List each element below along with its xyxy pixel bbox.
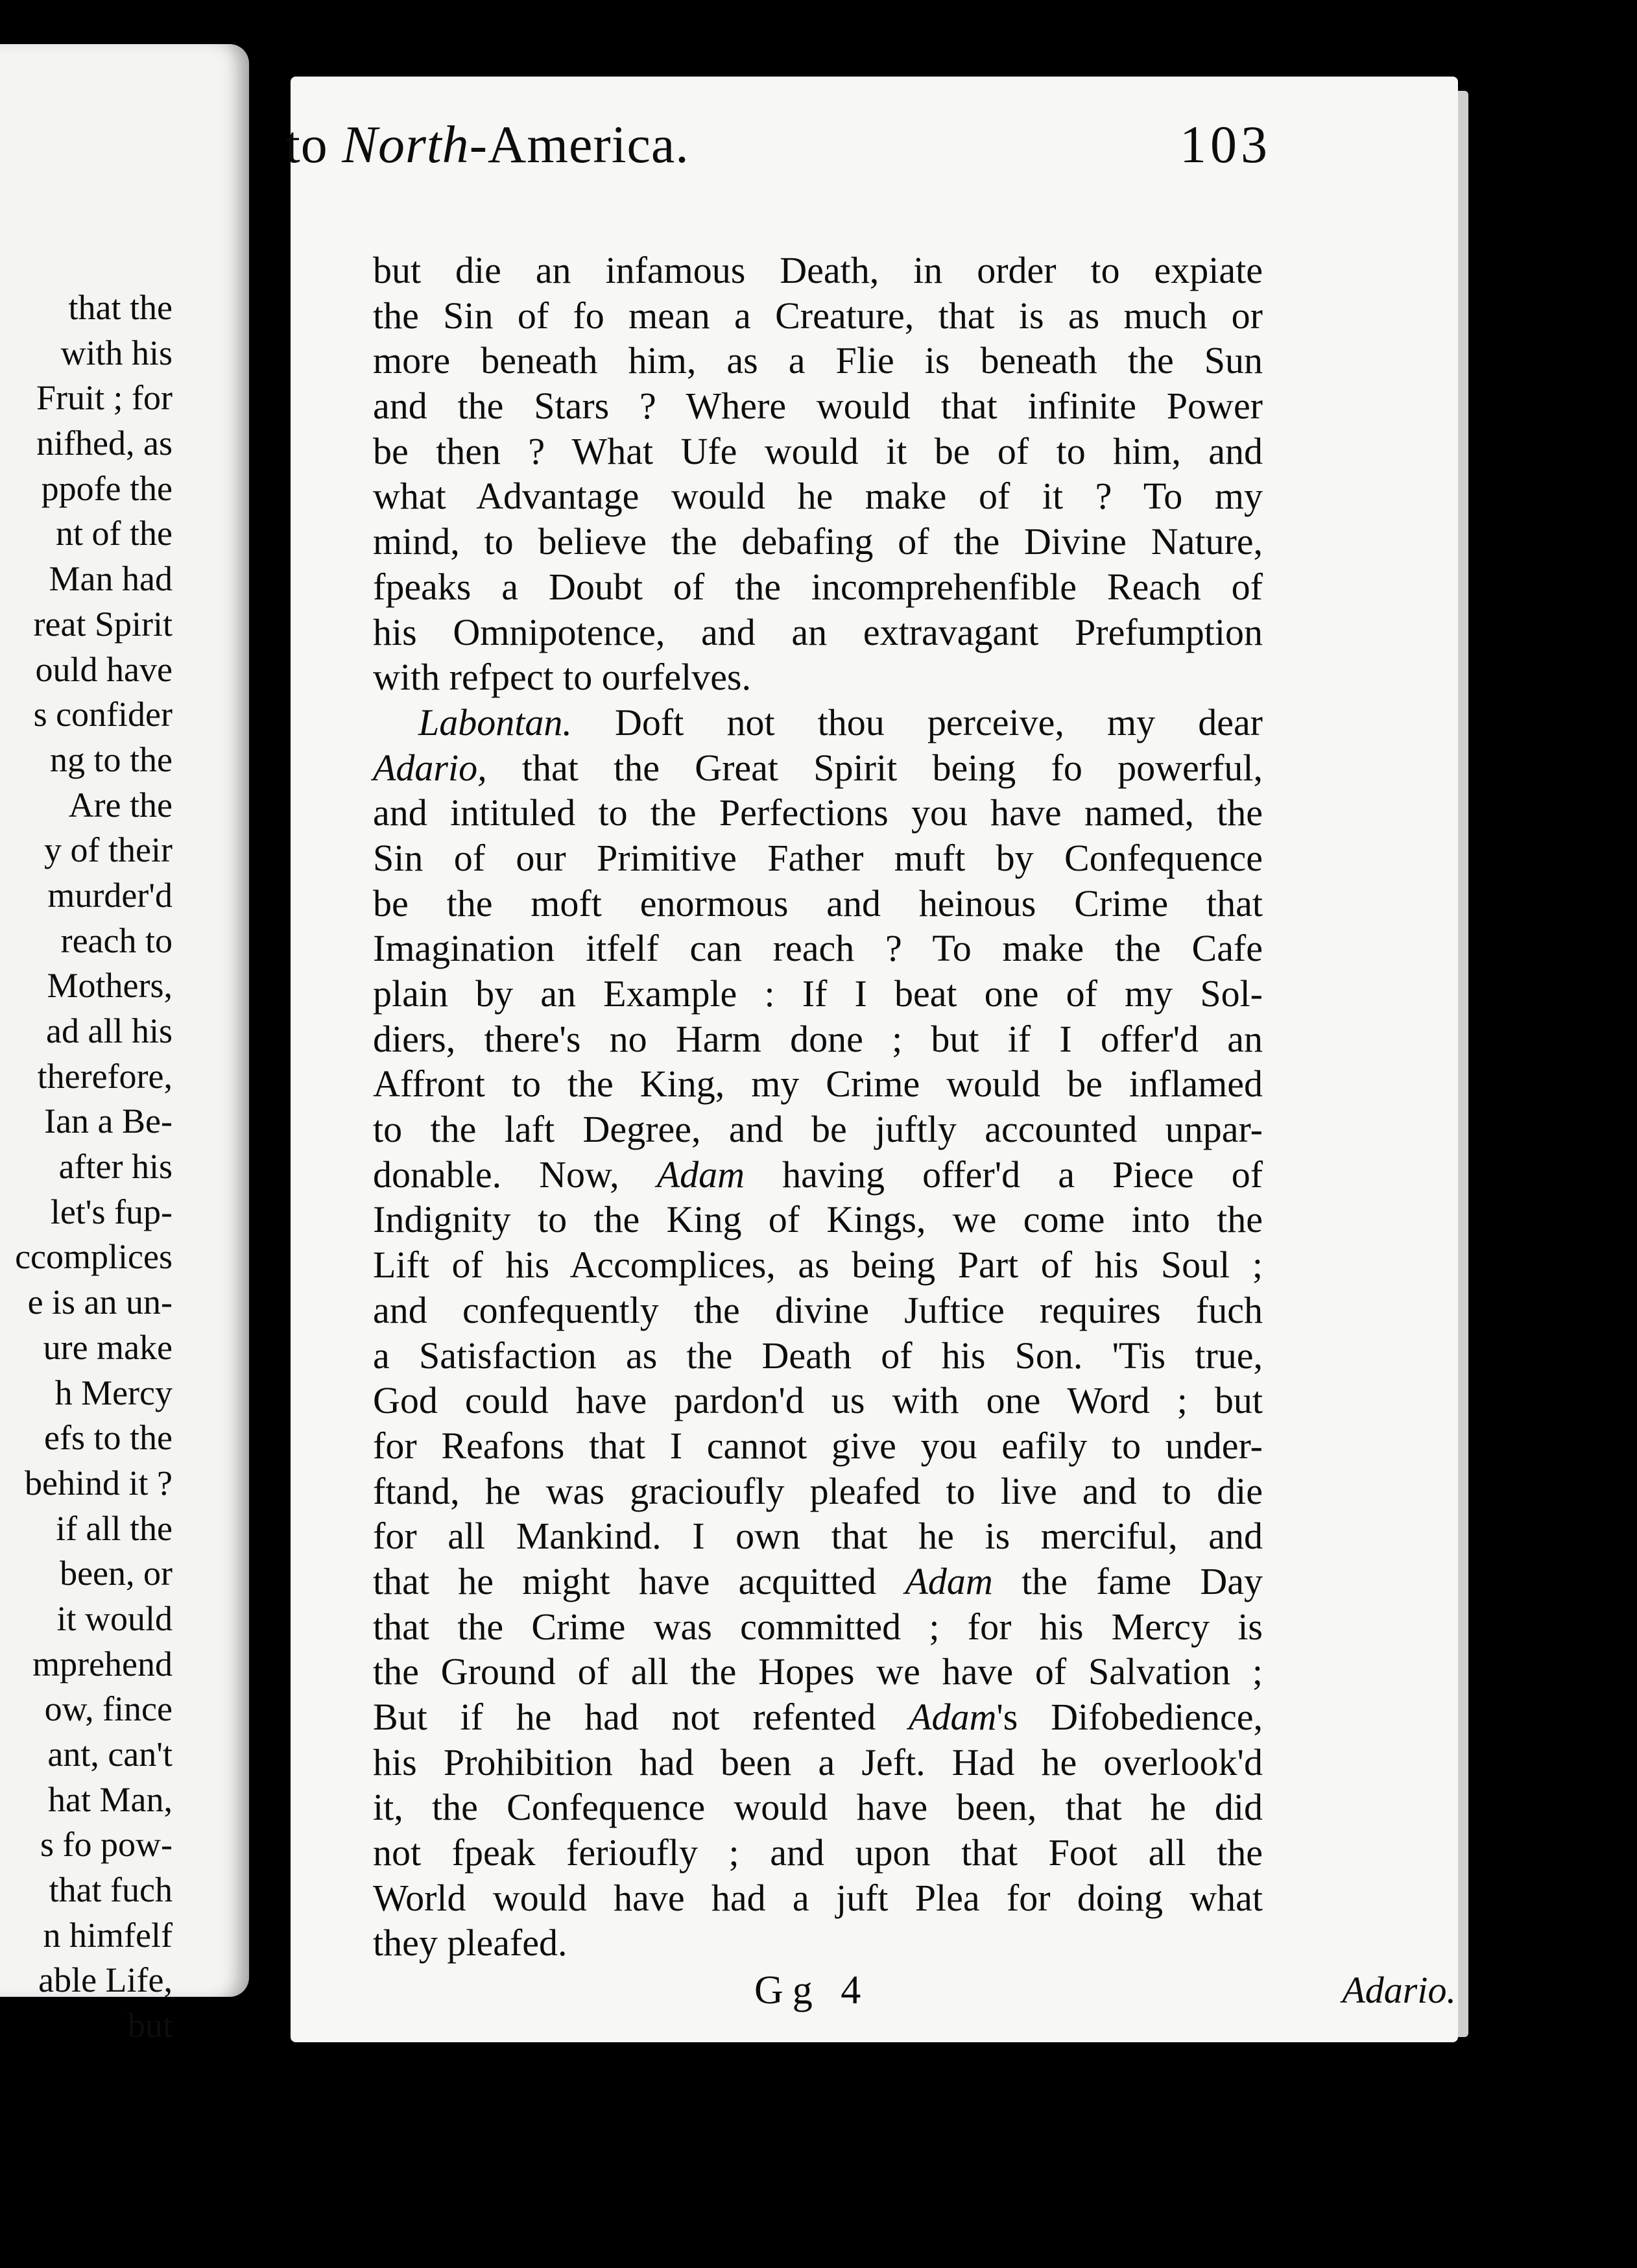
facing-line: but [127,2006,173,2045]
text-line [373,745,1263,791]
proper-name: Adam [909,1696,997,1738]
facing-page-text [0,285,173,2049]
facing-line: behind it ? [25,1463,173,1502]
text-run: that he might have acquitted [373,1560,905,1602]
running-title-suffix: -America. [469,115,689,174]
facing-line: ppofe the [41,468,173,508]
facing-line: ow, fince [44,1689,173,1729]
facing-line: if all the [56,1508,173,1548]
proper-name: Adam [905,1560,993,1602]
page-number: 103 [1180,115,1271,174]
text-line: it, the Confequence would have been, that he did [373,1786,1263,1829]
text-line: but die an infamous Death, in order to expiate [373,249,1263,291]
text-line: and the Stars ? Where would that infinite Power [373,385,1263,428]
facing-line: s confider [33,695,173,734]
text-line: that the Crime was committed ; for his Mercy is [373,1605,1263,1648]
text-run: But if he had not refented [373,1696,909,1738]
text-line: plain by an Example : If I beat one of my Sol- [373,972,1263,1015]
facing-line: ng to the [50,740,173,779]
text-line: the Ground of all the Hopes we have of Salvation ; [373,1650,1263,1693]
running-title-italic: North [342,115,470,174]
text-line: diers, there's no Harm done ; but if I offer'd an [373,1017,1263,1060]
facing-line: with his [60,333,173,372]
text-line: to the laft Degree, and be juftly accounted unpar- [373,1108,1263,1151]
text-line: more beneath him, as a Flie is beneath the Sun [373,339,1263,382]
text-line: a Satisfaction as the Death of his Son. 'Tis true, [373,1334,1263,1377]
page-footer [291,1964,1458,2016]
facing-line: ould have [35,649,173,689]
facing-line: s fo pow- [40,1825,173,1864]
running-title-prefix: to [285,115,342,174]
facing-line: that fuch [49,1870,173,1910]
text-line: for all Mankind. I own that he is merciful, and [373,1515,1263,1558]
facing-line: Fruit ; for [36,378,173,418]
facing-line: Mothers, [47,966,173,1006]
text-run: 's Difobedience, [996,1696,1263,1738]
text-line: mind, to believe the debafing of the Divine Nature, [373,520,1263,563]
text-run: Doft not thou perceive, my dear [571,701,1263,743]
text-line: fpeaks a Doubt of the incomprehenfible Reach of [373,565,1263,608]
facing-line: therefore, [37,1056,173,1096]
text-line: Imagination itfelf can reach ? To make the Cafe [373,927,1263,970]
text-line [373,1559,1263,1604]
text-line: and intituled to the Perfections you have named, the [373,791,1263,834]
facing-line: efs to the [44,1418,173,1458]
text-line: his Omnipotence, and an extravagant Prefumption [373,610,1263,653]
facing-page-left [0,44,249,2045]
proper-name: Adam [656,1153,745,1196]
text-line [373,1695,1263,1740]
speaker-name: Adario, [373,746,487,789]
page-edge [1458,91,1468,2037]
facing-line: Are the [68,785,173,825]
text-line: Sin of our Primitive Father muft by Confequence [373,836,1263,879]
text-line: God could have pardon'd us with one Word ; but [373,1379,1263,1422]
facing-line: it would [56,1598,173,1638]
text-line: they pleafed. [373,1922,568,1964]
facing-line: ad all his [46,1011,173,1050]
text-line: the Sin of fo mean a Creature, that is as much or [373,294,1263,337]
facing-line: y of their [44,830,173,870]
text-line: what Advantage would he make of it ? To my [373,475,1263,518]
signature-mark: Gg 4 [754,1968,870,2012]
text-line: be the moft enormous and heinous Crime that [373,882,1263,924]
facing-line: able Life, [38,1960,173,2000]
text-line: be then ? What Ufe would it be of to him, and [373,429,1263,472]
facing-line: nifhed, as [36,424,173,463]
facing-line: let's fup- [50,1192,173,1231]
catchword: Adario. [1342,1969,1456,2011]
text-line: his Prohibition had been a Jeft. Had he overlook'd [373,1741,1263,1783]
text-line: Affront to the King, my Crime would be inflamed [373,1063,1263,1105]
text-run: donable. Now, [373,1153,657,1196]
facing-line: after his [58,1147,173,1187]
facing-line: murder'd [47,875,173,915]
facing-line: Man had [49,559,173,599]
text-line [373,700,1263,745]
facing-line: nt of the [56,514,173,553]
text-run: that the Great Spirit being fo powerful, [486,746,1263,789]
facing-line: ant, can't [47,1735,173,1774]
facing-line: ccomplices [15,1237,173,1277]
facing-line: mprehend [32,1644,173,1683]
facing-line: h Mercy [54,1373,173,1412]
text-line: Lift of his Accomplices, as being Part of his Soul ; [373,1244,1263,1286]
text-run: having offer'd a Piece of [745,1153,1263,1196]
text-line: for Reafons that I cannot give you eafily to under- [373,1424,1263,1467]
facing-line: that the [68,288,173,327]
text-line [373,1152,1263,1198]
facing-line: Ian a Be- [44,1102,173,1141]
facing-line: e is an un- [27,1283,173,1322]
facing-line: been, or [60,1554,173,1593]
text-line: and confequently the divine Juftice requires fuch [373,1288,1263,1331]
text-line: with refpect to ourfelves. [373,656,752,699]
text-run: the fame Day [992,1560,1263,1602]
text-line: Indignity to the King of Kings, we come into the [373,1198,1263,1241]
running-head [285,103,1271,187]
facing-line: reat Spirit [33,604,173,644]
facing-line: ure make [43,1327,173,1367]
facing-line: reach to [60,921,173,960]
text-line: not fpeak ferioufly ; and upon that Foot all the [373,1831,1263,1874]
running-title [285,103,689,187]
facing-line: n himfelf [43,1915,173,1955]
facing-line: hat Man, [48,1779,173,1819]
text-line: ftand, he was gracioufly pleafed to live and to die [373,1469,1263,1512]
text-line: World would have had a juft Plea for doing what [373,1876,1263,1919]
speaker-name: Labontan. [418,701,572,743]
body-text [373,248,1263,1966]
